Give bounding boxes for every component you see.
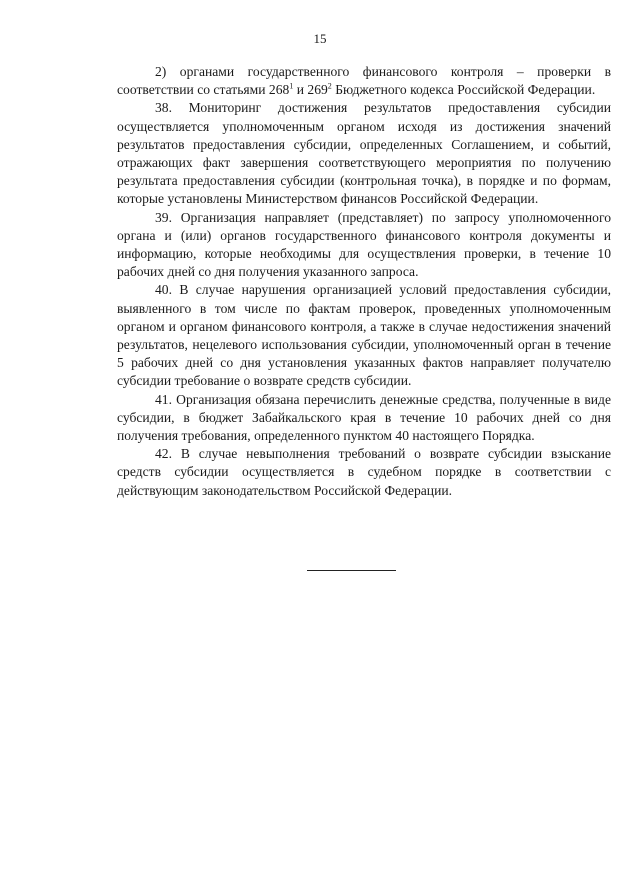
paragraph-item-2 bbox=[117, 63, 611, 99]
page-number: 15 bbox=[313, 31, 327, 46]
paragraph-38: 38. Мониторинг достижения результатов предоставления субсидии осуществляется уполномоченным органом исходя из достижения значений результатов предоставления субсидии, определенных Соглашением, и событий, отражающих факт завершения соответствующего мероприятия по получению результата предоставления субсидии (контрольная точка), в порядке и по формам, которые установлены Министерством финансов Российской Федерации. bbox=[117, 100, 611, 207]
paragraph-40: 40. В случае нарушения организацией условий предоставления субсидии, выявленного в том числе по фактам проверок, проведенных уполномоченным органом и органом финансового контроля, а также в случае недостижения значений результатов, нецелевого использования субсидии, уполномоченный орган в течение 5 рабочих дней со дня установления указанных фактов направляет получателю субсидии требование о возврате средств субсидии. bbox=[117, 282, 611, 389]
paragraph-41: 41. Организация обязана перечислить денежные средства, полученные в виде субсидии, в бюджет Забайкальского края в течение 10 рабочих дней со дня получения требования, определенного пунктом 40 настоящего Порядка. bbox=[117, 391, 611, 444]
paragraph-text: 2) органами государственного финансового контроля – проверки в соответствии со статьями 268 bbox=[117, 64, 611, 98]
paragraph-text: Бюджетного кодекса Российской Федерации. bbox=[331, 82, 596, 98]
footnote-superscript: 2 bbox=[327, 81, 332, 91]
paragraph-42: 42. В случае невыполнения требований о возврате субсидии взыскание средств субсидии осуществляется в судебном порядке в соответствии с действующим законодательством Российской Федерации. bbox=[117, 446, 611, 498]
footnote-superscript: 1 bbox=[289, 81, 294, 91]
end-of-document-rule bbox=[307, 570, 396, 571]
paragraph-39: 39. Организация направляет (представляет) по запросу уполномоченного органа и (или) органов государственного финансового контроля документы и информацию, которые необходимы для осуществления проверки, в течение 10 рабочих дней со дня получения указанного запроса. bbox=[117, 209, 611, 280]
paragraph-text: и 269 bbox=[293, 82, 328, 98]
document-body bbox=[117, 63, 611, 500]
